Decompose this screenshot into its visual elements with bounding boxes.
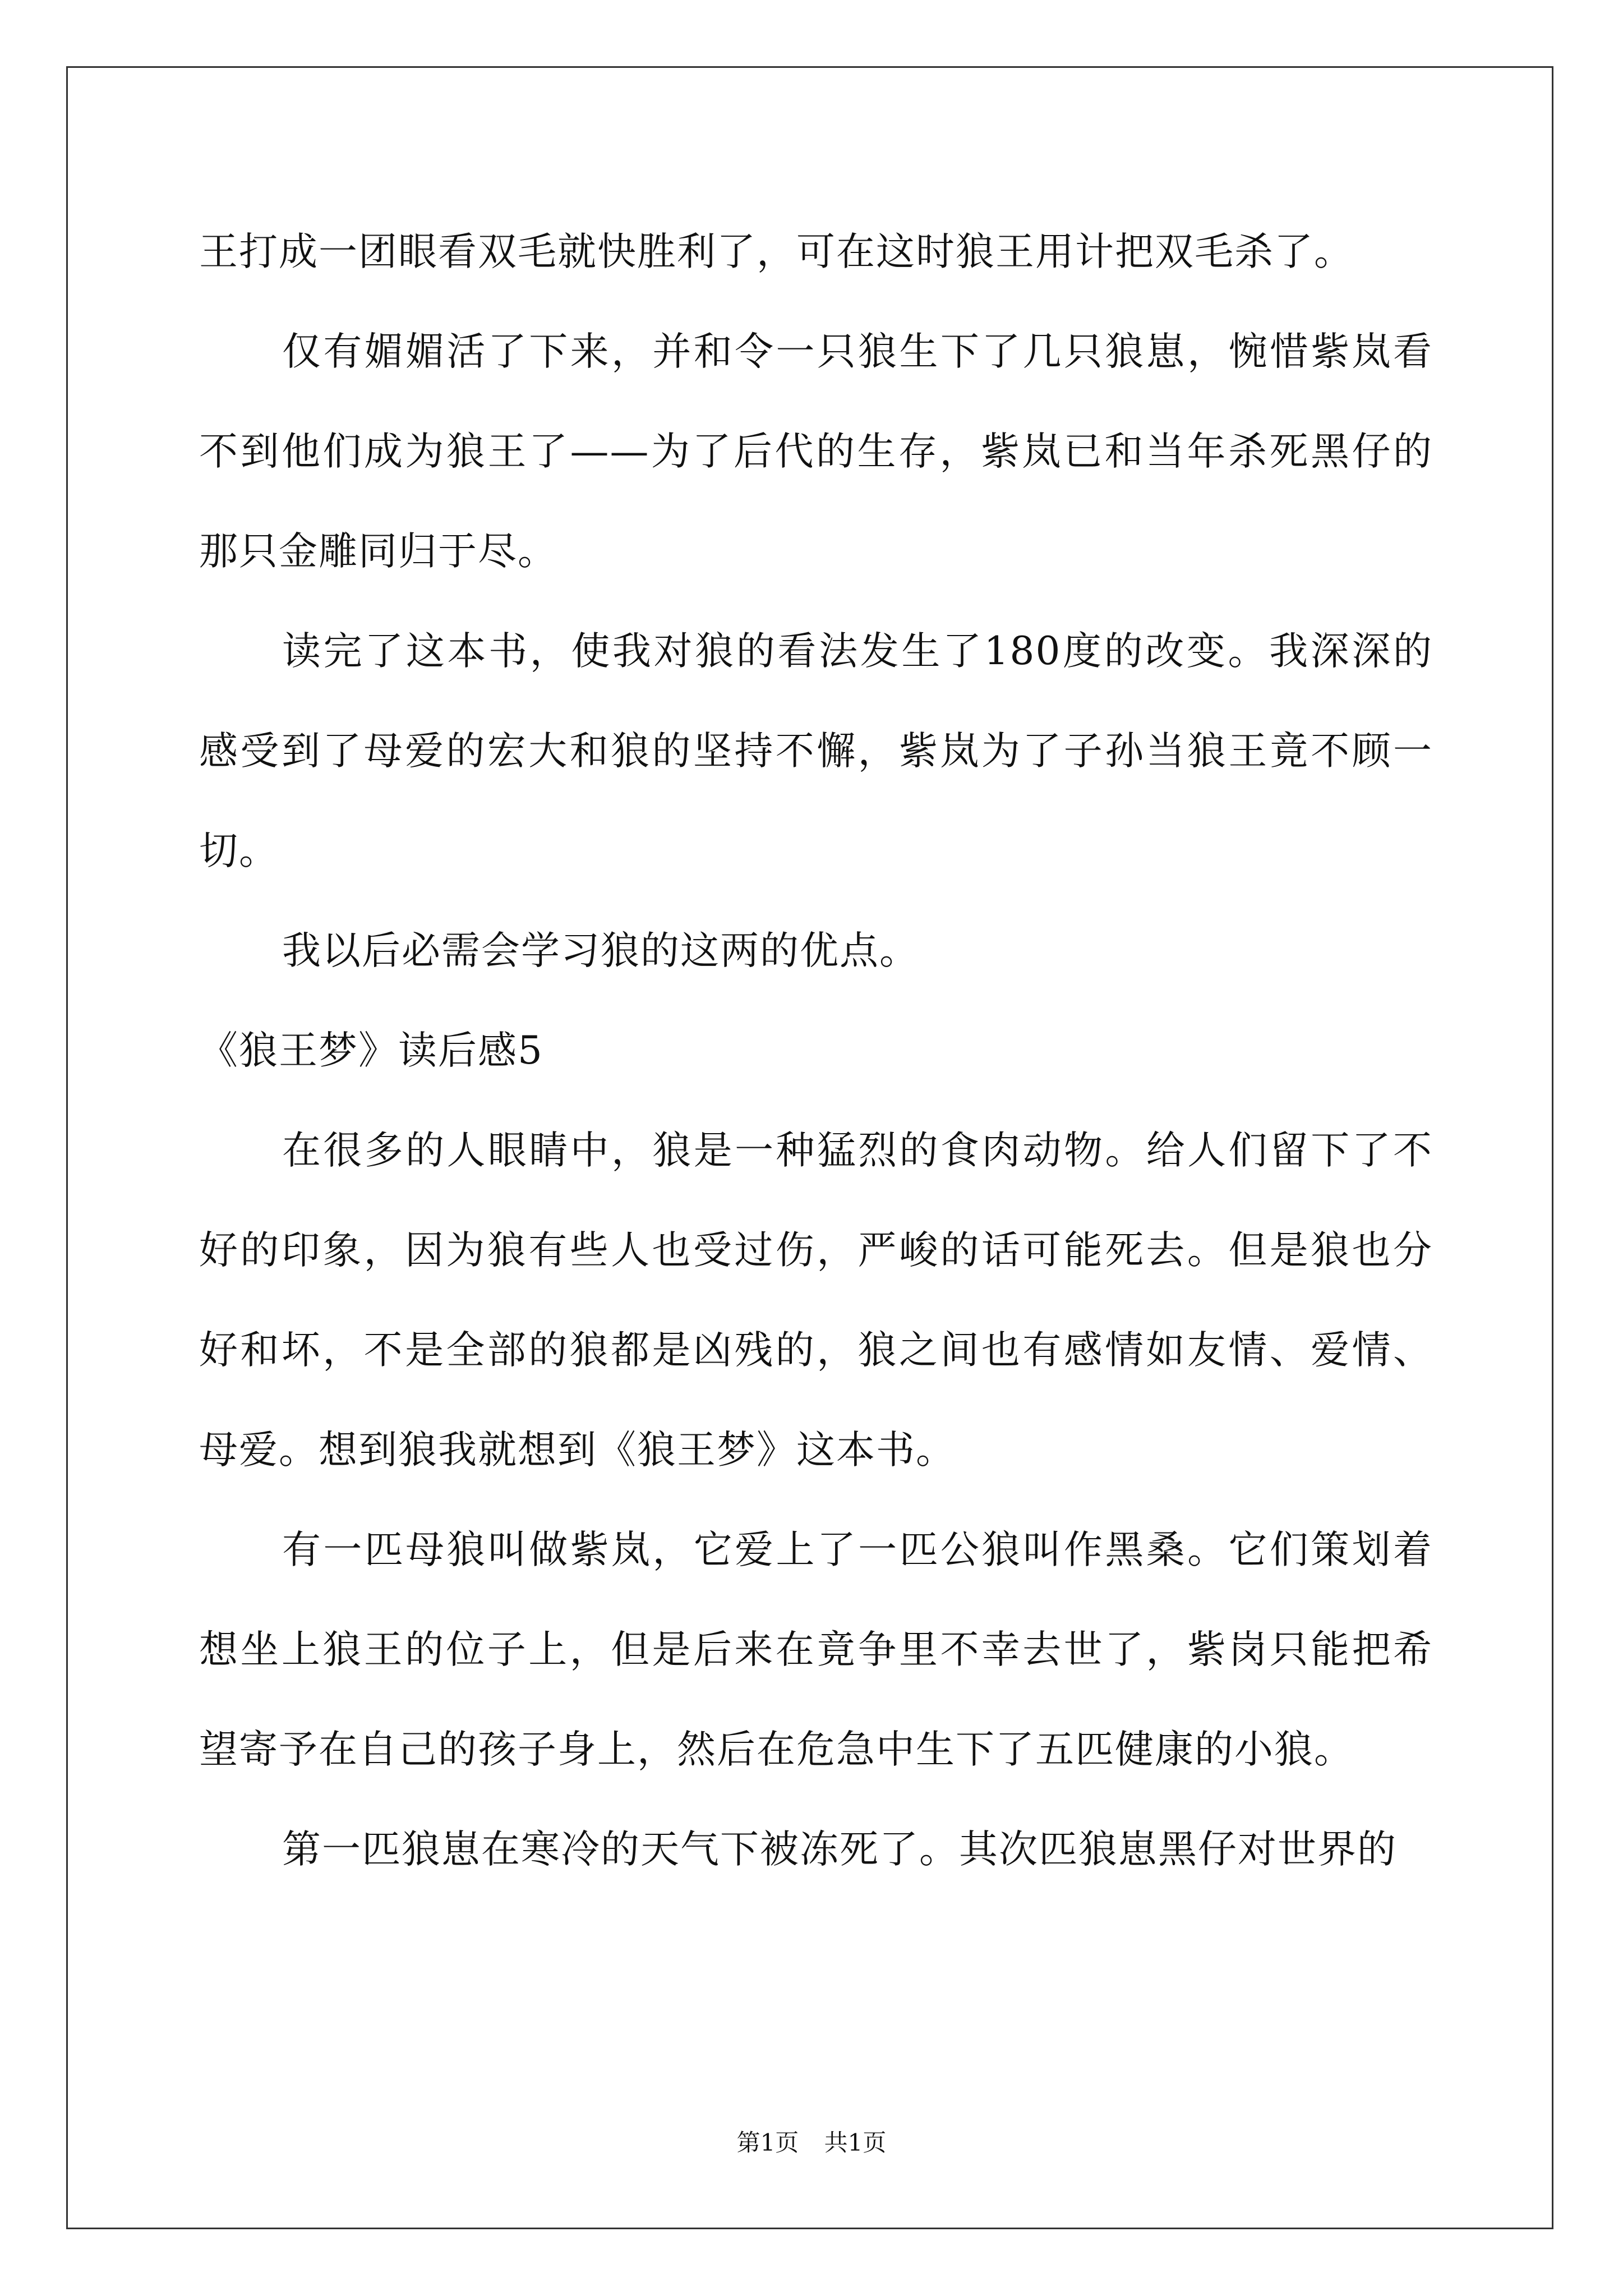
page-number: 第1页 — [736, 2129, 799, 2156]
paragraph-2: 仅有媚媚活了下来，并和令一只狼生下了几只狼崽，惋惜紫岚看不到他们成为狼王了——为了后代的生存，紫岚已和当年杀死黑仔的那只金雕同归于尽。 — [199, 329, 1433, 574]
section-heading: 《狼王梦》读后感5 — [199, 1028, 543, 1073]
page-total: 共1页 — [824, 2129, 887, 2156]
page-footer — [0, 2126, 1623, 2160]
paragraph-6: 有一匹母狼叫做紫岚，它爱上了一匹公狼叫作黑桑。它们策划着想坐上狼王的位子上，但是后来在竟争里不幸去世了，紫岗只能把希望寄予在自己的孩子身上，然后在危急中生下了五匹健康的小狼。 — [199, 1527, 1433, 1772]
paragraph-5: 在很多的人眼睛中，狼是一种猛烈的食肉动物。给人们留下了不好的印象，因为狼有些人也受过伤，严峻的话可能死去。但是狼也分好和坏，不是全部的狼都是凶残的，狼之间也有感情如友情、爱情、母爱。想到狼我就想到《狼王梦》这本书。 — [199, 1128, 1433, 1473]
paragraph-1: 王打成一团眼看双毛就快胜利了，可在这时狼王用计把双毛杀了。 — [199, 229, 1354, 274]
paragraph-3: 读完了这本书，使我对狼的看法发生了180度的改变。我深深的感受到了母爱的宏大和狼的坚持不懈，紫岚为了子孙当狼王竟不顾一切。 — [199, 629, 1433, 873]
paragraph-7: 第一匹狼崽在寒冷的天气下被冻死了。其次匹狼崽黑仔对世界的 — [282, 1827, 1397, 1872]
paragraph-4: 我以后必需会学习狼的这两的优点。 — [282, 928, 919, 973]
document-body — [199, 202, 1433, 1899]
